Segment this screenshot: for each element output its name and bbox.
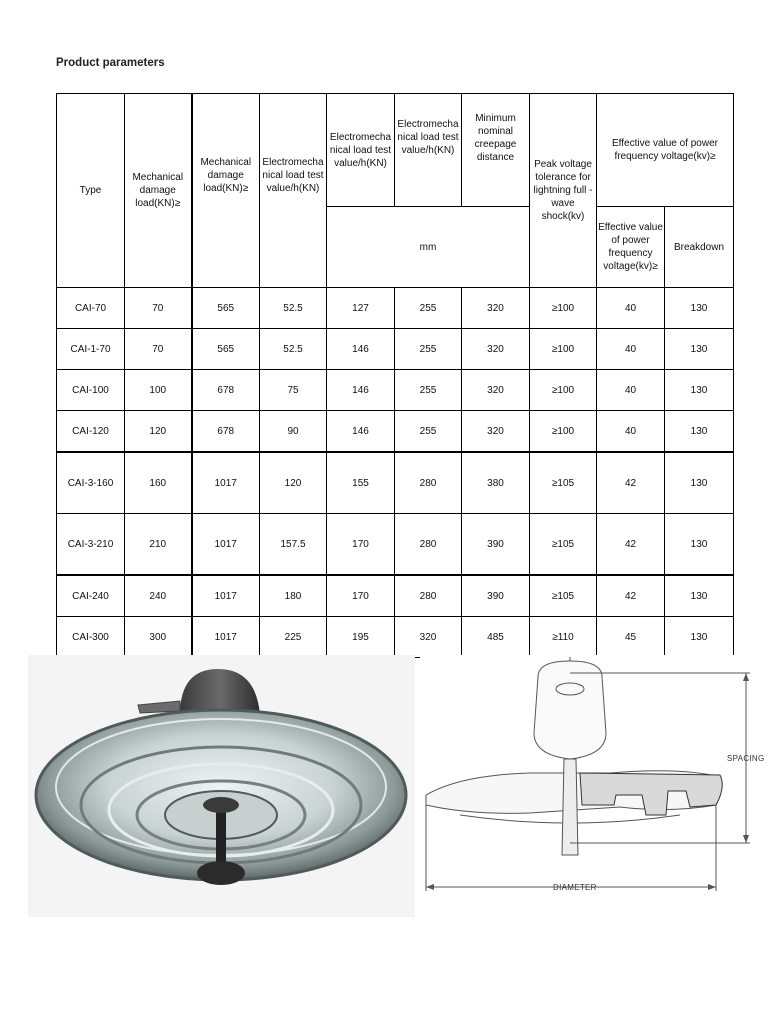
insulator-photo (28, 655, 415, 917)
header-mechanical-damage-load: Mechanical damage load(KN)≥ (125, 94, 192, 288)
header-unit-mm: mm (327, 207, 530, 288)
table-row: CAI-3-210 210 1017 157.5 170 280 390 ≥105 42 130 (57, 514, 734, 576)
table-row: CAI-240 240 1017 180 170 280 390 ≥105 42 130 (57, 575, 734, 617)
header-electromechanical-load-test-2: Electromecha nical load test value/h(KN) (327, 94, 395, 207)
table-row: CAI-1-70 70 565 52.5 146 255 320 ≥100 40 130 (57, 329, 734, 370)
dimension-diagram (420, 655, 768, 917)
header-electromechanical-load-test: Electromecha nical load test value/h(KN) (260, 94, 327, 288)
page-title: Product parameters (56, 57, 165, 69)
glass-insulator-image (28, 655, 415, 917)
header-peak-voltage: Peak voltage tolerance for lightning full - wave shock(kv) (530, 94, 597, 288)
table-row: CAI-100 100 678 75 146 255 320 ≥100 40 130 (57, 370, 734, 411)
product-parameters-table (56, 93, 734, 658)
diameter-label: DIAMETER (553, 883, 597, 892)
header-minimum-creepage: Minimum nominal creepage distance (462, 94, 530, 207)
table-row: CAI-70 70 565 52.5 127 255 320 ≥100 40 130 (57, 288, 734, 329)
header-electromechanical-load-test-3: Electromecha nical load test value/h(KN) (395, 94, 462, 207)
table-row: CAI-120 120 678 90 146 255 320 ≥100 40 130 (57, 411, 734, 453)
insulator-dimension-drawing (420, 655, 768, 917)
header-mechanical-damage-load-2: Mechanical damage load(KN)≥ (192, 94, 260, 288)
header-type: Type (57, 94, 125, 288)
table-row: CAI-3-160 160 1017 120 155 280 380 ≥105 42 130 (57, 452, 734, 514)
header-effective-power-sub: Effective value of power frequency voltage(kv)≥ (597, 207, 665, 288)
spacing-label: SPACING (727, 754, 765, 763)
table-row: CAI-300 300 1017 225 195 320 485 ≥110 45 130 (57, 617, 734, 658)
header-breakdown: Breakdown (665, 207, 734, 288)
header-effective-power-group: Effective value of power frequency voltage(kv)≥ (597, 94, 734, 207)
